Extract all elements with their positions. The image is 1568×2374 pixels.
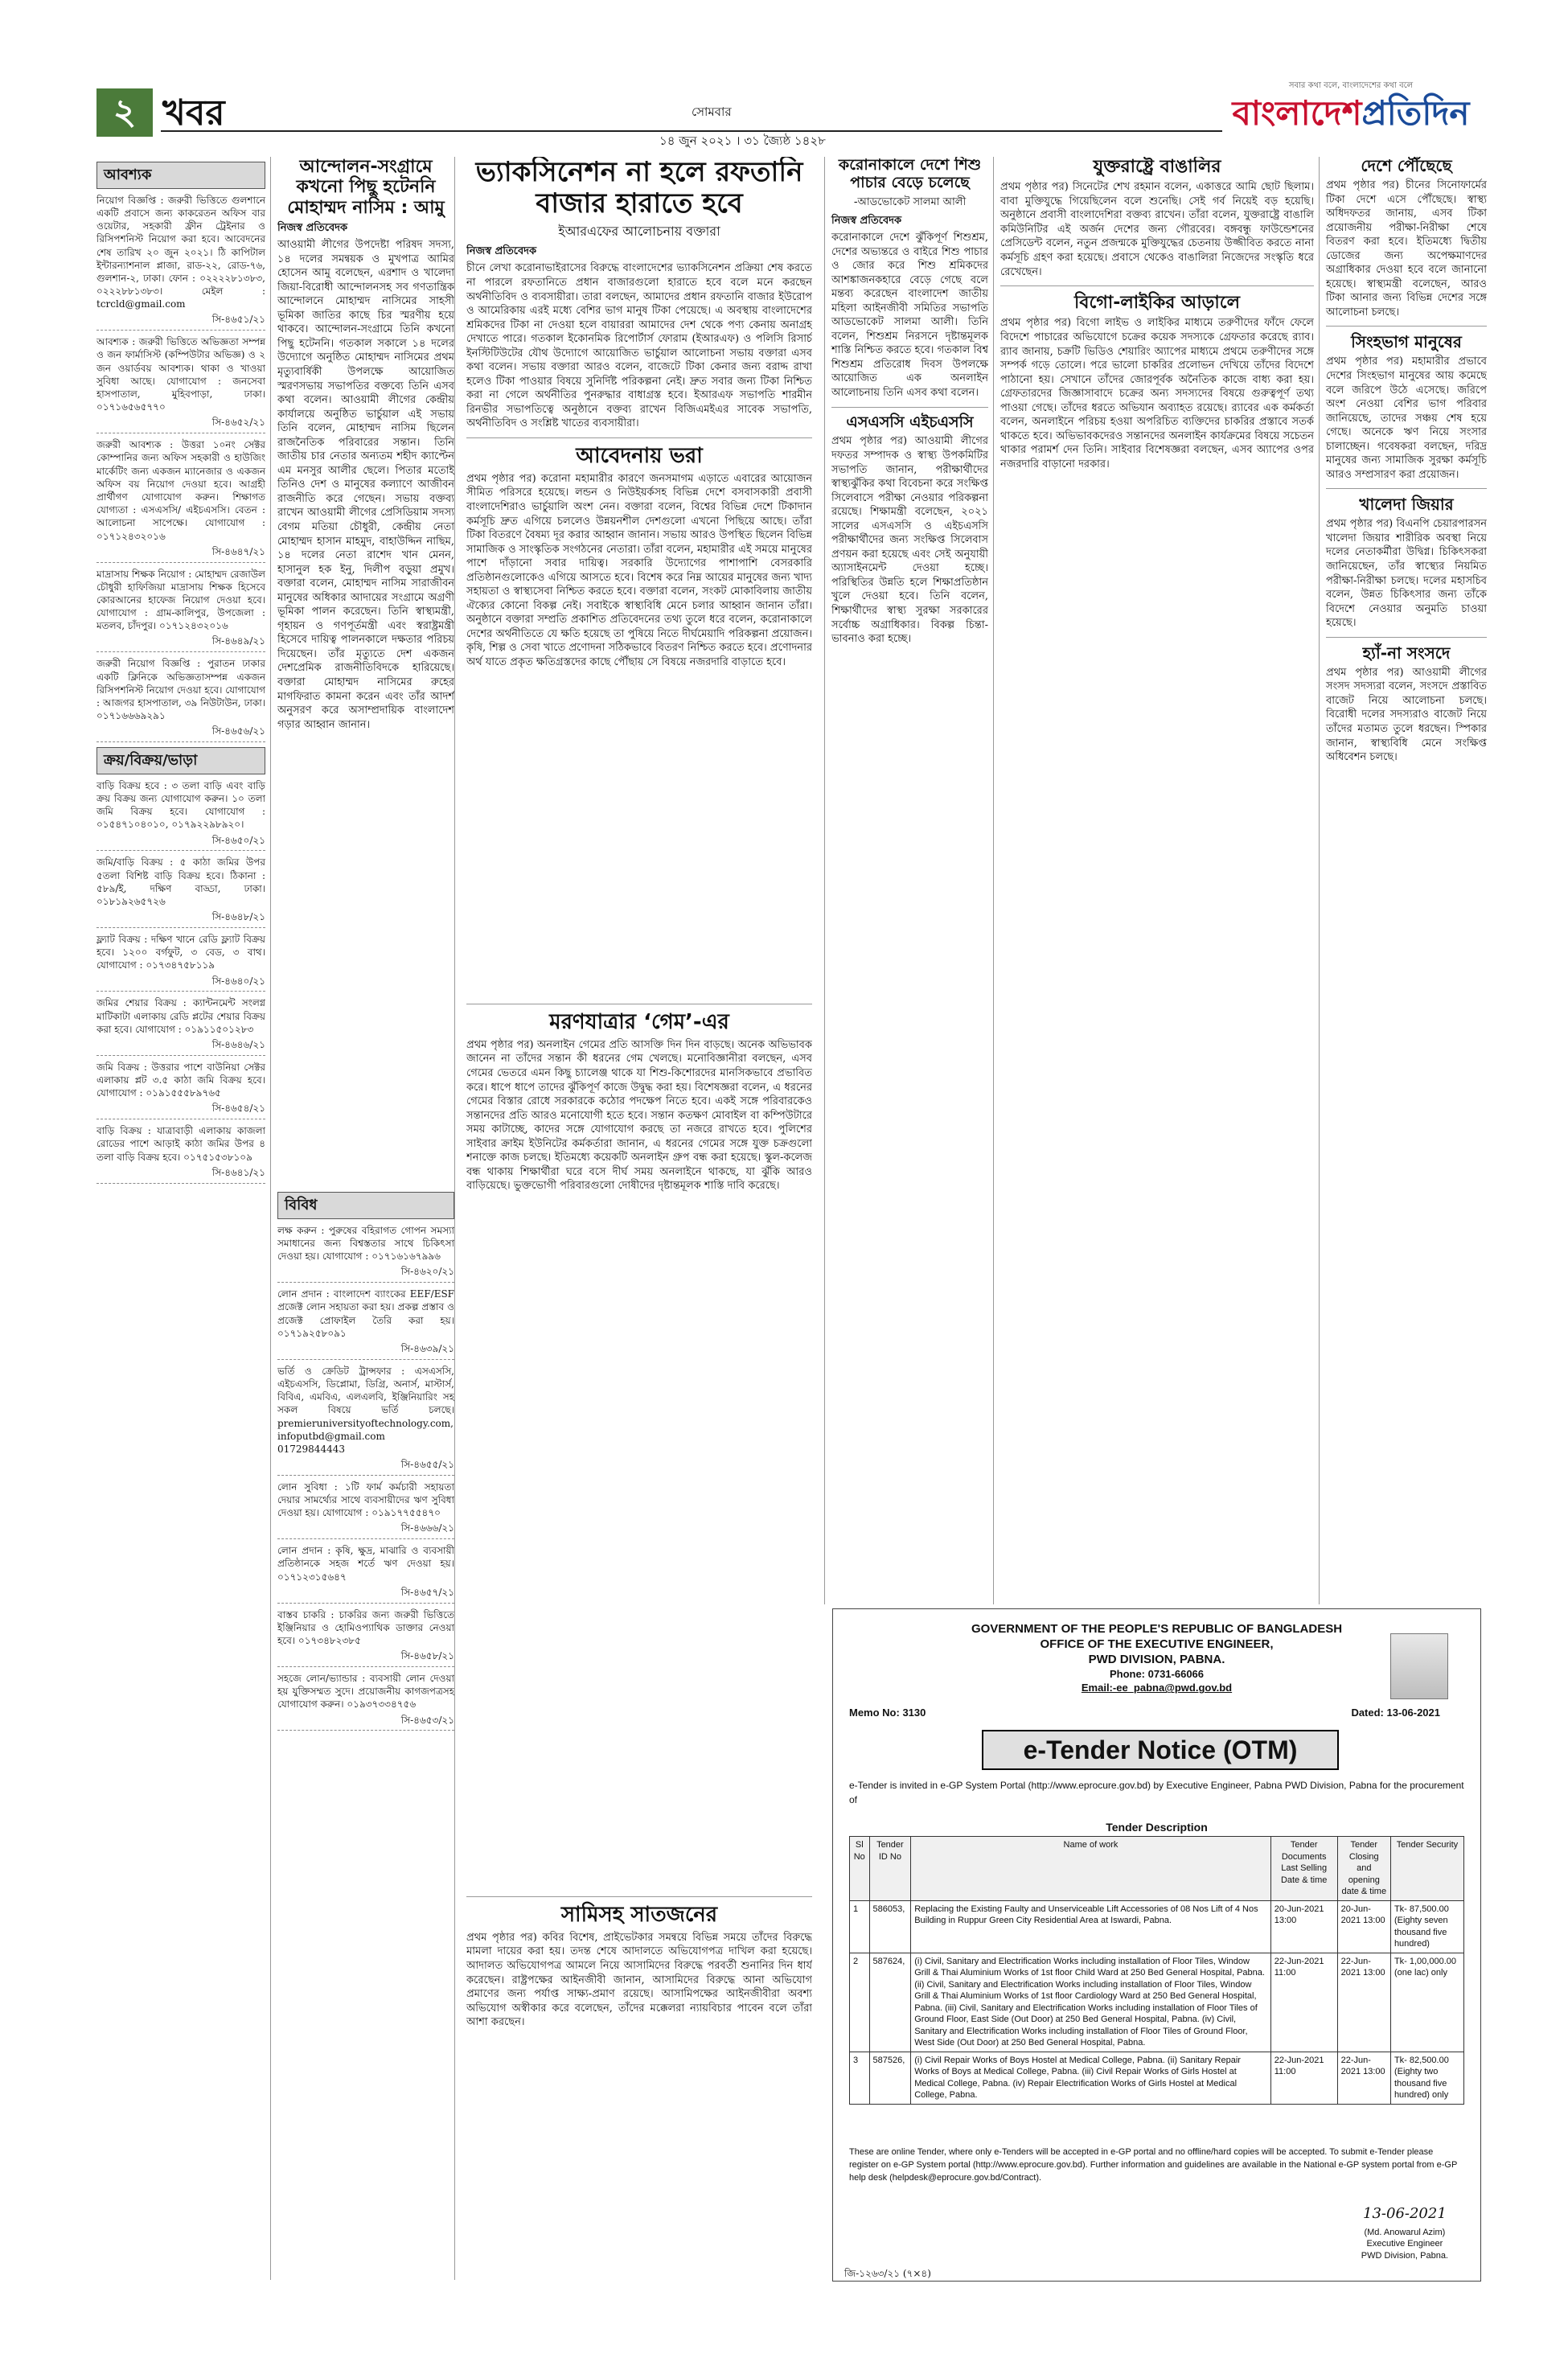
gov-line-3: PWD DIVISION, PABNA. bbox=[1088, 1652, 1225, 1666]
tender-cell-sell: 22-Jun-2021 11:00 bbox=[1270, 2052, 1337, 2104]
signer-name: (Md. Anowarul Azim) bbox=[1364, 2227, 1446, 2237]
classified-ad: ভর্তি ও ক্রেডিট ট্রান্সফার : এসএসসি, এইচএসসি, ডিপ্লোমা, ডিগ্রি, অনার্স, মাস্টার্স, বিবিএ, এমবিএ, এলএলবি, ইঞ্জিনিয়ারিং সহ সকল বিষয়ে ভর্তি চলছে। premieruniversityoftechnology.com, infoputbd@gmail.com 01729844443 bbox=[277, 1365, 454, 1455]
tender-header-row bbox=[850, 1837, 1464, 1901]
parliament-body: প্রথম পৃষ্ঠার পর) আওয়ামী লীগের সংসদ সদস্যরা বলেন, সংসদে প্রস্তাবিত বাজেট নিয়ে আলোচনা চলছে। বিরোধী দলের সদস্যরাও বাজেট নিয়ে তাঁদের মতামত তুলে ধরছেন। স্পিকার জানান, স্বাস্থ্যবিধি মেনে সংক্ষিপ্ত অধিবেশন চলছে। bbox=[1326, 666, 1487, 764]
tender-cell-sl: 3 bbox=[850, 2052, 870, 2104]
tender-col-header: Tender Closing and opening date & time bbox=[1337, 1837, 1390, 1901]
tender-cell-sell: 22-Jun-2021 11:00 bbox=[1270, 1953, 1337, 2052]
sale-header: ক্রয়/বিক্রয়/ভাড়া bbox=[96, 747, 265, 774]
tender-row bbox=[850, 2052, 1464, 2104]
classified-ad: নিয়োগ বিজ্ঞপ্তি : জরুরী ভিত্তিতে গুলশানে একটি প্রবাসে জন্য কাকরেতন অফিস বার ওয়েটার, সহকারী ফ্রীন ট্রেইনার ও রিসিপশনিস্ট নিয়োগ করা হবে। আবেদনের শেষ তারিখ ২০ জুন ২০২১। ঠি কাপিটাল ইন্টারন্যাশনাল প্লাজা, রাড-২২, রোড-৭৬, গুলশান-২, ঢাকা। ফোন : ০২২২২৮১৩৮৩, ০২২২৮৮১৩৮৩। মেইল : tcrcld@gmail.com bbox=[96, 194, 265, 310]
tender-cell-close: 20-Jun-2021 13:00 bbox=[1337, 1900, 1390, 1953]
logo-tagline: সবার কথা বলে, বাংলাদেশের কথা বলে bbox=[1288, 81, 1414, 90]
court-story bbox=[466, 1890, 812, 2280]
ad-code: সি-৪৬৪০/২১ bbox=[96, 975, 265, 992]
ad-code: সি-৪৬৪১/২১ bbox=[96, 1167, 265, 1184]
misc-header: বিবিধ bbox=[277, 1192, 454, 1219]
ad-code: সি-৪৬৪৮/২১ bbox=[96, 911, 265, 928]
vaccine-byline: নিজস্ব প্রতিবেদক bbox=[466, 245, 537, 258]
classified-ad: লক্ষ করুন : পুরুষের বহিরাগত গোপন সমস্যা সমাধানের জন্য বিশ্বস্ততার সাথে চিকিৎসা দেওয়া হয়। যোগাযোগ : ০১৭১৬১৬৭৯৯৬ bbox=[277, 1224, 454, 1263]
vaccine-body: চীনে লেখা করোনাভাইরাসের বিরুদ্ধে বাংলাদেশের ভ্যাকসিনেশন প্রক্রিয়া শেষ করতে না পারলে রফতানিতে প্রধান বাজারগুলো হারাতে হবে বলে মনে করছেন অর্থনীতিবিদ ও ব্যবসায়ীরা। তারা বলছেন, আমাদের প্রধান রফতানি বাজার ইউরোপ ও আমেরিকায় এরই মধ্যে বেশির ভাগ মানুষ টিকা পেয়েছে। এ অবস্থায় বাংলাদেশের শ্রমিকদের টিকা না দেওয়া হলে বায়াররা আমাদের দেশ থেকে পণ্য কেনায় অনাগ্রহ দেখাতে পারে। গতকাল ইকোনমিক রিপোর্টার্স ফোরাম (ইআরএফ) ও পলিসি রিসার্চ ইনস্টিটিউটের যৌথ উদ্যোগে আয়োজিত ভার্চুয়াল আলোচনা সভায় বক্তারা এসব কথা বলেন। সভায় বক্তারা আরও বলেন, বাজেটে টিকা কেনার জন্য বরাদ্দ রাখা হলেও টিকা পাওয়ার বিষয়ে সুনির্দিষ্ট পরিকল্পনা নেই। দ্রুত সবার জন্য টিকা নিশ্চিত করা না গেলে অর্থনীতির পুনরুদ্ধার বাধাগ্রস্ত হবে। ইআরএফ সভাপতি শারমীন রিনভীর সভাপতিত্বে অনুষ্ঠানে বক্তব্য রাখেন বিজিএমইএর সাবেক সভাপতি, অর্থনীতিবিদ ও সংশ্লিষ্ট খাতের ব্যবসায়ীরা। bbox=[466, 262, 812, 430]
court-headline: সামিসহ সাতজনের bbox=[560, 1903, 718, 1927]
classified-ad: লোন সুবিধা : ১টি ফার্ম কর্মচারী সহায়তা দেয়ার সামর্থ্যের সাথে ব্যবসায়ীদের ঋণ সুবিধা দেওয়া হয়। যোগাযোগ : ০১৯১৭৭৫৫৪৭০ bbox=[277, 1481, 454, 1519]
tender-cell-sl: 2 bbox=[850, 1953, 870, 2052]
column-d bbox=[1319, 157, 1487, 1604]
tender-cell-close: 22-Jun-2021 13:00 bbox=[1337, 2052, 1390, 2104]
khaleda-headline: খালেদা জিয়ার bbox=[1359, 495, 1454, 515]
signer-office: PWD Division, Pabna. bbox=[1361, 2250, 1448, 2261]
ad-code: সি-৪৬৫৩/২১ bbox=[277, 1715, 454, 1731]
divider bbox=[466, 1896, 812, 1897]
amu-headline: আন্দোলন-সংগ্রামে কখনো পিছু হটেননি মোহাম্মদ নাসিম : আমু bbox=[287, 157, 445, 218]
ssc-body: প্রথম পৃষ্ঠার পর) আওয়ামী লীগের দফতর সম্পাদক ও স্বাস্থ্য উপকমিটির সভাপতি জানান, পরীক্ষার্থীদের স্বাস্থ্যঝুঁকির কথা বিবেচনা করে সংক্ষিপ্ত সিলেবাসে পরীক্ষা নেওয়ার পরিকল্পনা রয়েছে। শিক্ষামন্ত্রী বলেছেন, ২০২১ সালের এসএসসি ও এইচএসসি পরীক্ষার্থীদের জন্য সংক্ষিপ্ত সিলেবাস প্রণয়ন করা হয়েছে এবং সেই অনুযায়ী অ্যাসাইনমেন্ট দেওয়া হচ্ছে। পরিস্থিতির উন্নতি হলে শিক্ষাপ্রতিষ্ঠান খুলে দেওয়া হবে। তিনি বলেন, শিক্ষার্থীদের স্বাস্থ্য সুরক্ষা সরকারের সর্বোচ্চ অগ্রাধিকার। বিকল্প চিন্তা-ভাবনাও করা হচ্ছে। bbox=[831, 435, 988, 646]
parliament-headline: হ্যাঁ-না সংসদে bbox=[1362, 643, 1451, 663]
tender-cell-security: Tk- 87,500.00 (Eighty seven thousand five hundred) bbox=[1390, 1900, 1463, 1953]
newspaper-logo bbox=[1222, 80, 1480, 143]
tender-cell-close: 22-Jun-2021 13:00 bbox=[1337, 1953, 1390, 2052]
tender-row bbox=[850, 1900, 1464, 1953]
column-c2 bbox=[993, 157, 1314, 1604]
tender-cell-work: Replacing the Existing Faulty and Unserviceable Lift Accessories of 08 Nos Lift of 4 Nos Building in Ruppur Green City Residential Area at Iswardi, Pabna. bbox=[911, 1900, 1271, 1953]
majority-body: প্রথম পৃষ্ঠার পর) মহামারীর প্রভাবে দেশের সিংহভাগ মানুষের আয় কমেছে বলে জরিপে উঠে এসেছে। জরিপে অংশ নেওয়া বেশির ভাগ পরিবার জানিয়েছে, তাদের সঞ্চয় শেষ হয়ে গেছে। অনেকে ঋণ নিয়ে সংসার চালাচ্ছেন। গবেষকরা বলছেন, দরিদ্র মানুষের জন্য সামাজিক সুরক্ষা কর্মসূচি আরও সম্প্রসারণ করা প্রয়োজন। bbox=[1326, 355, 1487, 481]
tender-col-header: Tender Security bbox=[1390, 1837, 1463, 1901]
classified-ad: জমির শেয়ার বিক্রয় : ক্যান্টনমেন্ট সংলগ্ন মাটিকাটা এলাকায় রেডি প্লটের শেয়ার বিক্রয় করা হবে। যোগাযোগ : ০১৯১১৫০১২৮৩ bbox=[96, 997, 265, 1035]
child-trafficking-headline: করোনাকালে দেশে শিশু পাচার বেড়ে চলেছে bbox=[838, 157, 982, 191]
logo-part-1: বাংলাদেশ bbox=[1232, 93, 1362, 133]
signature: 13-06-2021 bbox=[1363, 2205, 1447, 2222]
tender-cell-sl: 1 bbox=[850, 1900, 870, 1953]
game-headline: মরণযাত্রার ‘গেম’-এর bbox=[549, 1010, 729, 1034]
ad-code: সি-৪৬৫১/২১ bbox=[96, 314, 265, 331]
court-body: প্রথম পৃষ্ঠার পর) কবির বিশেষ, প্রাইভেটকার সমন্বয়ে বিভিন্ন সময়ে তাঁদের বিরুদ্ধে মামলা দায়ের করা হয়। তদন্ত শেষে আদালতে অভিযোগপত্র দাখিল করা হয়েছে। আদালত অভিযোগপত্র আমলে নিয়ে আসামিদের বিরুদ্ধে পরবর্তী শুনানির দিন ধার্য করেছেন। রাষ্ট্রপক্ষের আইনজীবী জানান, আসামিদের বিরুদ্ধে আনা অভিযোগ প্রমাণের জন্য পর্যাপ্ত সাক্ষ্য-প্রমাণ রয়েছে। আসামিপক্ষের আইনজীবীরা অবশ্য অভিযোগ অস্বীকার করে বলেছেন, তাঁদের মক্কেলরা ন্যায়বিচার পাবেন বলে তাঁরা আশা করছেন। bbox=[466, 1931, 812, 2029]
vaccine-arrive-headline: দেশে পৌঁছেছে bbox=[1361, 157, 1452, 175]
game-story bbox=[466, 997, 812, 1882]
classified-ad: বাস্তব চাকরি : চাকরির জন্য জরুরী ভিত্তিতে ইঞ্জিনিয়ার ও হোমিওপ্যাথিক ডাক্তার নেওয়া হবে। ০১৭৩৪৮২৩৮৫ bbox=[277, 1608, 454, 1647]
classified-ad: বাড়ি বিক্রয় : যাত্রাবাড়ী এলাকায় কাজলা রোডের পাশে আড়াই কাঠা জমির উপর ৪ তলা বাড়ি বিক্রয় হবে। ০১৭৫১৫৩৮১০৯ bbox=[96, 1125, 265, 1163]
child-trafficking-byline: নিজস্ব প্রতিবেদক bbox=[831, 214, 902, 227]
tender-title: e-Tender Notice (OTM) bbox=[982, 1730, 1339, 1770]
classified-ad: ফ্ল্যাট বিক্রয় : দক্ষিণ খানে রেডি ফ্ল্যাট বিক্রয় হবে। ১২০০ বর্গফুট, ৩ বেড, ৩ বাথ। যোগাযোগ : ০১৭৩৪৭৫৮১১৯ bbox=[96, 933, 265, 971]
masthead bbox=[96, 80, 1480, 148]
ad-code: সি-৪৬৩৯/২১ bbox=[277, 1343, 454, 1360]
column-c bbox=[824, 157, 988, 1604]
tender-cell-work: (i) Civil, Sanitary and Electrification Works including installation of Floor Tiles, Window Grill & Thai Aluminium Works of 1st floor Child Ward at 250 Bed General Hospital, Pabna. (ii) Civil, Sanitary and Electrification Works including installation of Floor Tiles, Window Grill & Thai Aluminium Works of 1st floor Cardiology Ward at 250 Bed General Hospital, Pabna. (iii) Civil, Sanitary and Electrification Works including installation of Floor Tiles of Ground Floor, East Side (Out Door) at 250 Bed General Hospital, Pabna. (iv) Civil, Sanitary and Electrification Works including installation of Floor Tiles of Ground Floor, West Side (Out Door) at 250 Bed General Hospital, Pabna. bbox=[911, 1953, 1271, 2052]
column-politics bbox=[277, 157, 455, 2280]
tender-signature-block bbox=[1361, 2204, 1448, 2261]
game-body: প্রথম পৃষ্ঠার পর) অনলাইন গেমের প্রতি আসক্তি দিন দিন বাড়ছে। অনেক অভিভাবক জানেন না তাঁদের সন্তান কী ধরনের গেম খেলছে। মনোবিজ্ঞানীরা বলছেন, এসব গেমের ভেতরে এমন কিছু চ্যালেঞ্জ থাকে যা শিশু-কিশোরদের মানসিকভাবে প্রভাবিত করে। ধাপে ধাপে তাদের ঝুঁকিপূর্ণ কাজে উদ্বুদ্ধ করা হয়। বিশেষজ্ঞরা বলেন, এ ধরনের গেমের বিস্তার রোধে সরকারকে কঠোর পদক্ষেপ নিতে হবে। একই সঙ্গে পরিবারকেও সন্তানদের প্রতি আরও মনোযোগী হতে হবে। সন্তান কতক্ষণ মোবাইল বা কম্পিউটারে সময় কাটাচ্ছে, কাদের সঙ্গে যোগাযোগ করছে তা নজরে রাখতে হবে। পুলিশের সাইবার ক্রাইম ইউনিটের কর্মকর্তারা জানান, এ ধরনের গেমের সঙ্গে যুক্ত চক্রগুলো শনাক্তে কাজ চলছে। ইতিমধ্যে কয়েকটি অনলাইন গ্রুপ বন্ধ করা হয়েছে। স্কুল-কলেজ বন্ধ থাকায় শিক্ষার্থীরা ঘরে বসে দীর্ঘ সময় অনলাইনে থাকছে, যা ঝুঁকি আরও বাড়িয়েছে। ভুক্তভোগী পরিবারগুলো দোষীদের দৃষ্টান্তমূলক শাস্তি দাবি করেছে। bbox=[466, 1038, 812, 1193]
us-bengali-body: প্রথম পৃষ্ঠার পর) সিনেটের শেখ রহমান বলেন, একাত্তরে আমি ছোট ছিলাম। বাবা মুক্তিযুদ্ধে গিয়েছিলেন বলে শুনেছি। সেই গর্ব নিয়েই বড় হয়েছি। অনুষ্ঠানে প্রবাসী বাংলাদেশিরা বক্তব্য রাখেন। তাঁরা বলেন, যুক্তরাষ্ট্রে বাঙালি কমিউনিটির এই অর্জন দেশের জন্য গৌরবের। বঙ্গবন্ধু ফাউন্ডেশনের প্রেসিডেন্ট বলেন, নতুন প্রজন্মকে মুক্তিযুদ্ধের চেতনায় উজ্জীবিত করতে নানা কর্মসূচি গ্রহণ করা হয়েছে। প্রবাসে থেকেও বাঙালিরা নিজেদের সংস্কৃতি ধরে রেখেছেন। bbox=[1000, 181, 1314, 278]
ad-code: সি-৪৬৬৬/২১ bbox=[277, 1522, 454, 1539]
bigo-body: প্রথম পৃষ্ঠার পর) বিগো লাইভ ও লাইকির মাধ্যমে তরুণীদের ফাঁদে ফেলে বিদেশে পাচারের অভিযোগে চক্রের কয়েক সদস্যকে গ্রেফতার করেছে র‌্যাব। র‌্যাব জানায়, চক্রটি ভিডিও শেয়ারিং অ্যাপের মাধ্যমে প্রথমে তরুণীদের সঙ্গে সম্পর্ক গড়ে তোলে। পরে ভালো চাকরির প্রলোভন দেখিয়ে তাঁদের বিদেশে পাঠানো হয়। সেখানে তাঁদের জোরপূর্বক অনৈতিক কাজে বাধ্য করা হয়। গ্রেফতারদের জিজ্ঞাসাবাদে চক্রের অন্য সদস্যদের বিষয়ে গুরুত্বপূর্ণ তথ্য পাওয়া গেছে। তাঁদের ধরতে অভিযান অব্যাহত রয়েছে। র‌্যাবের এক কর্মকর্তা বলেন, অনলাইনে পরিচয় হওয়া অপরিচিত ব্যক্তিদের চাকরির প্রস্তাবে সতর্ক থাকতে হবে। অভিভাবকদেরও সন্তানদের অনলাইন কার্যক্রমের বিষয়ে সচেতন থাকার পরামর্শ দেন তিনি। সাইবার বিশেষজ্ঞরা বলছেন, এসব অ্যাপের ওপর নজরদারি বাড়ানো দরকার। bbox=[1000, 317, 1314, 470]
tender-phone: Phone: 0731-66066 bbox=[1109, 1668, 1205, 1681]
khaleda-body: প্রথম পৃষ্ঠার পর) বিএনপি চেয়ারপারসন খালেদা জিয়ার শারীরিক অবস্থা নিয়ে দলের নেতাকর্মীরা উদ্বিগ্ন। চিকিৎসকরা জানিয়েছেন, তাঁর স্বাস্থ্যের নিয়মিত পরীক্ষা-নিরীক্ষা চলছে। দলের মহাসচিব বলেন, উন্নত চিকিৎসার জন্য তাঁকে বিদেশে নেওয়ার অনুমতি চাওয়া হয়েছে। bbox=[1326, 518, 1487, 630]
amu-byline: নিজস্ব প্রতিবেদক bbox=[277, 221, 348, 234]
divider bbox=[1000, 285, 1314, 286]
logo-wordmark bbox=[1222, 91, 1480, 135]
divider bbox=[831, 407, 988, 408]
tender-col-header: Sl No bbox=[850, 1837, 870, 1901]
tender-cell-sell: 20-Jun-2021 13:00 bbox=[1270, 1900, 1337, 1953]
ad-code: সি-৪৬৫৫/২১ bbox=[277, 1459, 454, 1476]
vaccine-headline: ভ্যাকসিনেশন না হলে রফতানি বাজার হারাতে হবে bbox=[475, 157, 803, 220]
jobs-ads bbox=[96, 194, 265, 742]
divider bbox=[1326, 488, 1487, 489]
majority-headline: সিংহভাগ মানুষের bbox=[1351, 332, 1462, 352]
tender-email: Email:-ee_pabna@pwd.gov.bd bbox=[1081, 1682, 1233, 1694]
tender-cell-id: 587526, bbox=[869, 2052, 911, 2104]
tender-description-title: Tender Description bbox=[1106, 1821, 1208, 1834]
ad-code: সি-৪৬৫২/২১ bbox=[96, 417, 265, 433]
tender-col-header: Name of work bbox=[911, 1837, 1271, 1901]
ad-code: সি-৪৬৫৮/২১ bbox=[277, 1650, 454, 1667]
e-tender-notice bbox=[832, 1608, 1481, 2282]
tender-footer: These are online Tender, where only e-Tenders will be accepted in e-GP portal and no offline/hard copies will be accepted. To submit e-Tender please register on e-GP System portal (http://www.eprocure.gov.bd). Further information and guidelines are available in the National e-GP system portal from e-GP help desk (helpdesk@eprocure.gov.bd/Contract). bbox=[849, 2147, 1458, 2183]
masthead-rule bbox=[161, 130, 1222, 132]
ad-code: সি-৪৬৫০/২১ bbox=[96, 835, 265, 852]
classified-ad: জরুরী আবশ্যক : উত্তরা ১০নং সেক্টর কোম্পানির জন্য অফিস সহকারী ও হাউজিং মার্কেটিং জন্য একজন ম্যানেজার ও একজন অফিস বয় নিয়োগ দেওয়া হবে। আগ্রহী প্রার্থীগণ যোগাযোগ করুন। শিক্ষাগত যোগ্যতা : এসএসসি/ এইচএসসি। বেতন : আলোচনা সাপেক্ষে। যোগাযোগ : ০১৭১২৪৩২০১৬ bbox=[96, 439, 265, 542]
second-headline: আবেদনায় ভরা bbox=[576, 444, 703, 469]
classified-ad: জমি/বাড়ি বিক্রয় : ৫ কাঠা জমির উপর ৫তলা বিশিষ্ট বাড়ি বিক্রয় হবে। ঠিকানা : ৫৮৯/ই, দক্ষিণ বাড্ডা, ঢাকা। ০১৮১৯২৬৫৭২৬ bbox=[96, 856, 265, 907]
jobs-header: আবশ্যক bbox=[96, 162, 265, 189]
vaccine-arrive-body: প্রথম পৃষ্ঠার পর) চীনের সিনোফার্মের টিকা দেশে এসে পৌঁছেছে। স্বাস্থ্য অধিদফতর জানায়, এসব টিকা প্রয়োজনীয় পরীক্ষা-নিরীক্ষা শেষে বিতরণ করা হবে। ইতিমধ্যে দ্বিতীয় ডোজের জন্য অপেক্ষমাণদের অগ্রাধিকার দেওয়া হবে বলে জানানো হয়েছে। স্বাস্থ্যমন্ত্রী বলেছেন, আরও টিকা আনার জন্য বিভিন্ন দেশের সঙ্গে আলোচনা চলছে। bbox=[1326, 179, 1487, 318]
ad-code: সি-৪৬৪৬/২১ bbox=[96, 1039, 265, 1056]
ad-code: সি-৪৬৫৬/২১ bbox=[96, 725, 265, 742]
misc-ads bbox=[277, 1224, 454, 1731]
vaccine-story bbox=[466, 157, 812, 985]
classified-ad: মাদ্রাসায় শিক্ষক নিয়োগ : মোহাম্মদ রেজাউল চৌধুরী হাফিজিয়া মাদ্রাসায় শিক্ষক হিসেবে কোরআনের হাফেজ নিয়োগ দেওয়া হবে। যোগাযোগ : গ্রাম-কালিপুর, উপজেলা : মতলব, চাঁদপুর। ০১৭১২৪৩২০১৬ bbox=[96, 568, 265, 632]
tender-table bbox=[849, 1836, 1464, 2105]
signer-title: Executive Engineer bbox=[1366, 2239, 1443, 2249]
classified-ad: জরুরী নিয়োগ বিজ্ঞপ্তি : পুরাতন ঢাকার একটি ক্লিনিকে অভিজ্ঞতাসম্পন্ন একজন রিসিপশনিস্ট নিয়োগ দেওয়া হবে। যোগাযোগ : আজগর হাসপাতাল, ৩৯ নিউটাউন, ঢাকা। ০১৭১৬৬৬৯২৯১ bbox=[96, 658, 265, 722]
tender-intro: e-Tender is invited in e-GP System Portal (http://www.eprocure.gov.bd) by Executive Engineer, Pabna PWD Division, Pabna for the procurement of bbox=[849, 1780, 1464, 1805]
child-trafficking-body: করোনাকালে দেশে ঝুঁকিপূর্ণ শিশুশ্রম, দেশের অভ্যন্তরে ও বাইরে শিশু পাচার ও জোর করে শিশু শ্রমিকদের আশঙ্কাজনকহারে বেড়ে গেছে বলে মন্তব্য করেছেন বাংলাদেশ জাতীয় মহিলা আইনজীবী সমিতির সভাপতি আডভোকেট সালমা আলী। তিনি বলেন, শিশুশ্রম নিরসনে দৃষ্টান্তমূলক শাস্তি নিশ্চিত করতে হবে। গতকাল বিশ্ব শিশুশ্রম প্রতিরোধ দিবস উপলক্ষে আয়োজিত এক অনলাইন আলোচনায় তিনি এসব কথা বলেন। bbox=[831, 232, 988, 400]
classified-column bbox=[96, 157, 271, 2280]
ad-code: সি-৪৬২০/২১ bbox=[277, 1266, 454, 1283]
ad-code: সি-৪৬৫৪/২১ bbox=[96, 1103, 265, 1119]
divider bbox=[1326, 326, 1487, 327]
classified-ad: আবশ্যক : জরুরী ভিত্তিতে অভিজ্ঞতা সম্পন্ন ও জন ফার্মাসিস্ট (কম্পিউটার অভিজ্ঞ) ও ২ জন ওয়ার্ডবয় আবশ্যক। থাকা ও খাওয়া সুবিধা আছে। যোগাযোগ : জনসেবা হাসপাতাল, মুহিবপাড়া, ঢাকা। ০১৭১৬৫৬৫৭৭০ bbox=[96, 336, 265, 413]
gd-number: জি-১২৬৩/২১ (৭×৪) bbox=[844, 2268, 931, 2279]
tender-cell-security: Tk- 82,500.00 (Eighty two thousand five hundred) only bbox=[1390, 2052, 1463, 2104]
logo-part-2: প্রতিদিন bbox=[1361, 93, 1470, 133]
classified-ad: বাড়ি বিক্রয় হবে : ৩ তলা বাড়ি এবং বাড়ি ক্রয় বিক্রয় জন্য যোগাযোগ করুন। ১০ তলা জমি বিক্রয় হবে। যোগাযোগ : ০১৫৪৭১০৪০১০, ০১৭৯২২৯৮৯২০। bbox=[96, 779, 265, 831]
ssc-headline: এসএসসি এইচএসসি bbox=[846, 413, 974, 431]
weekday: সোমবার bbox=[692, 105, 732, 119]
classified-ad: লোন প্রদান : কৃষি, ক্ষুদ্র, মাঝারি ও ব্যবসায়ী প্রতিষ্ঠানকে সহজ শর্তে ঋণ দেওয়া হয়। ০১৭১২৩১৫৬৪৭ bbox=[277, 1545, 454, 1583]
tender-cell-work: (i) Civil Repair Works of Boys Hostel at Medical College, Pabna. (ii) Sanitary Repair Works of Boys at Medical College, Pabna. (iii) Civil Repair Works of Girls Hostel at Medical College, Pabna. (iv) Repair Electrification Works of Girls Hostel at Medical College, Pabna. bbox=[911, 2052, 1271, 2104]
gov-line-2: OFFICE OF THE EXECUTIVE ENGINEER, bbox=[1040, 1637, 1274, 1651]
second-body: প্রথম পৃষ্ঠার পর) করোনা মহামারীর কারণে জনসমাগম এড়াতে এবারের আয়োজন সীমিত পরিসরে হয়েছে। লন্ডন ও নিউইয়র্কসহ বিভিন্ন দেশে বসবাসকারী প্রবাসী বাংলাদেশিরাও ভার্চুয়ালি অংশ নেন। বক্তারা বলেন, বিশ্বের বিভিন্ন দেশে টিকাদান কর্মসূচি দ্রুত এগিয়ে চললেও উন্নয়নশীল দেশগুলো এখনো পিছিয়ে আছে। তাঁরা টিকা বিতরণে বৈষম্য দূর করার আহ্বান জানান। সভায় আরও উপস্থিত ছিলেন বিভিন্ন সামাজিক ও সাংস্কৃতিক সংগঠনের নেতারা। তাঁরা বলেন, মহামারীর এই সময়ে মানুষের পাশে দাঁড়ানো সবার দায়িত্ব। সরকারি উদ্যোগের পাশাপাশি বেসরকারি প্রতিষ্ঠানগুলোকেও এগিয়ে আসতে হবে। বিশেষ করে নিম্ন আয়ের মানুষের জন্য খাদ্য সহায়তা ও স্বাস্থ্যসেবা নিশ্চিত করতে হবে। বক্তারা বলেন, সংকট মোকাবিলায় জাতীয় ঐক্যের কোনো বিকল্প নেই। সবাইকে স্বাস্থ্যবিধি মেনে চলার আহ্বান জানান তাঁরা। অনুষ্ঠানে বক্তারা সম্প্রতি প্রকাশিত প্রতিবেদনের তথ্য তুলে ধরে বলেন, করোনাকালে দেশের অর্থনীতিতে যে ক্ষতি হয়েছে তা পুষিয়ে নিতে দীর্ঘমেয়াদি পরিকল্পনা প্রয়োজন। কৃষি, শিল্প ও সেবা খাতে প্রণোদনা সঠিকভাবে বিতরণ নিশ্চিত করতে হবে। প্রণোদনার অর্থ যাতে প্রকৃত ক্ষতিগ্রস্তদের কাছে পৌঁছায় সে বিষয়ে নজরদারি বাড়াতে হবে। bbox=[466, 472, 812, 669]
divider bbox=[1326, 637, 1487, 638]
classified-ad: সহজে লোন/ভ্যান্ডার : ব্যবসায়ী লোন দেওয়া হয় যুক্তিসম্মত সুদে। প্রয়োজনীয় কাগজপত্রসহ যোগাযোগ করুন। ০১৯৩৭৩৩৪৭৫৬ bbox=[277, 1673, 454, 1711]
tender-date: Dated: 13-06-2021 bbox=[1351, 1707, 1440, 1719]
ad-code: সি-৪৬৪৭/২১ bbox=[96, 546, 265, 563]
us-bengali-headline: যুক্তরাষ্ট্রে বাঙালির bbox=[1093, 157, 1221, 177]
tender-government bbox=[833, 1622, 1480, 1667]
ad-code: সি-৪৬৪৯/২১ bbox=[96, 635, 265, 652]
dateline: ১৪ জুন ২০২১ । ৩১ জ্যৈষ্ঠ ১৪২৮ bbox=[659, 133, 826, 148]
portrait-image bbox=[1390, 1633, 1448, 1699]
sale-ads bbox=[96, 779, 265, 1184]
classified-ad: লোন প্রদান : বাংলাদেশ ব্যাংকের EEF/ESF প্রজেক্ট লোন সহায়তা করা হয়। প্রকল্প প্রস্তাব ও প্রজেক্ট প্রোফাইল তৈরি করা হয়। ০১৭১৯২৫৮০৯১ bbox=[277, 1288, 454, 1339]
tender-body bbox=[850, 1900, 1464, 2104]
child-trafficking-subhead: -আডভোকেট সালমা আলী bbox=[853, 195, 967, 208]
tender-memo: Memo No: 3130 bbox=[849, 1707, 926, 1719]
page-number: ২ bbox=[96, 88, 153, 137]
classified-ad: জমি বিক্রয় : উত্তরার পাশে বাউনিয়া সেক্টর এলাকায় প্লট ৩.৫ কাঠা জমি বিক্রয় হবে। যোগাযোগ : ০১৯১৫৫৫৮৯৭৬৫ bbox=[96, 1061, 265, 1099]
ad-code: সি-৪৬৫৭/২১ bbox=[277, 1587, 454, 1604]
tender-cell-security: Tk- 1,00,000.00 (one lac) only bbox=[1390, 1953, 1463, 2052]
tender-cell-id: 587624, bbox=[869, 1953, 911, 2052]
tender-cell-id: 586053, bbox=[869, 1900, 911, 1953]
tender-col-header: Tender Documents Last Selling Date & time bbox=[1270, 1837, 1337, 1901]
bigo-headline: বিগো-লাইকির আড়ালে bbox=[1074, 293, 1240, 314]
tender-col-header: Tender ID No bbox=[869, 1837, 911, 1901]
section-title: খবর bbox=[162, 92, 225, 133]
tender-row bbox=[850, 1953, 1464, 2052]
amu-body: আওয়ামী লীগের উপদেষ্টা পরিষদ সদস্য, ১৪ দলের সমন্বয়ক ও মুখপাত্র আমির হোসেন আমু বলেছেন, এরশাদ ও খালেদা জিয়া-বিরোধী আন্দোলনসহ সব গণতান্ত্রিক আন্দোলনে মোহাম্মদ নাসিমের সাহসী ভূমিকা জাতির কাছে চির স্মরণীয় হয়ে থাকবে। আন্দোলন-সংগ্রামে তিনি কখনো পিছু হটেননি। গতকাল সকালে ১৪ দলের উদ্যোগে অনুষ্ঠিত মোহাম্মদ নাসিমের প্রথম মৃত্যুবার্ষিকী উপলক্ষে আয়োজিত স্মরণসভায় সভাপতির বক্তব্যে তিনি এসব কথা বলেন। আওয়ামী লীগের কেন্দ্রীয় কার্যালয়ে অনুষ্ঠিত ভার্চুয়াল এই সভায় তিনি বলেন, মোহাম্মদ নাসিম ছিলেন রাজনৈতিক পরিবারের সন্তান। তিনি জাতীয় চার নেতার অন্যতম শহীদ ক্যাপ্টেন এম মনসুর আলীর ছেলে। পিতার মতোই তিনিও দেশ ও মানুষের কল্যাণে আজীবন রাজনীতি করে গেছেন। সভায় বক্তব্য রাখেন আওয়ামী লীগের প্রেসিডিয়াম সদস্য বেগম মতিয়া চৌধুরী, কেন্দ্রীয় নেতা মোহাম্মদ হাসান মাহমুদ, বাহাউদ্দিন নাছিম, ১৪ দলের নেতা রাশেদ খান মেনন, হাসানুল হক ইনু, দিলীপ বড়ুয়া প্রমুখ। বক্তারা বলেন, মোহাম্মদ নাসিম সারাজীবন মানুষের অধিকার আদায়ের সংগ্রামে অগ্রণী ভূমিকা পালন করেছেন। তিনি স্বাস্থ্যমন্ত্রী, গৃহায়ন ও গণপূর্তমন্ত্রী এবং স্বরাষ্ট্রমন্ত্রী হিসেবে দায়িত্ব পালনকালে দক্ষতার পরিচয় দিয়েছেন। তাঁর মৃত্যুতে দেশ একজন দেশপ্রেমিক রাজনীতিবিদকে হারিয়েছে। বক্তারা মোহাম্মদ নাসিমের রুহের মাগফিরাত কামনা করেন এবং তাঁর আদর্শ অনুসরণ করে অসাম্প্রদায়িক বাংলাদেশ গড়ার আহ্বান জানান। bbox=[277, 239, 454, 731]
divider bbox=[466, 437, 812, 438]
gov-line-1: GOVERNMENT OF THE PEOPLE'S REPUBLIC OF BANGLADESH bbox=[971, 1622, 1343, 1636]
vaccine-subhead: ইআরএফের আলোচনায় বক্তারা bbox=[558, 224, 720, 240]
